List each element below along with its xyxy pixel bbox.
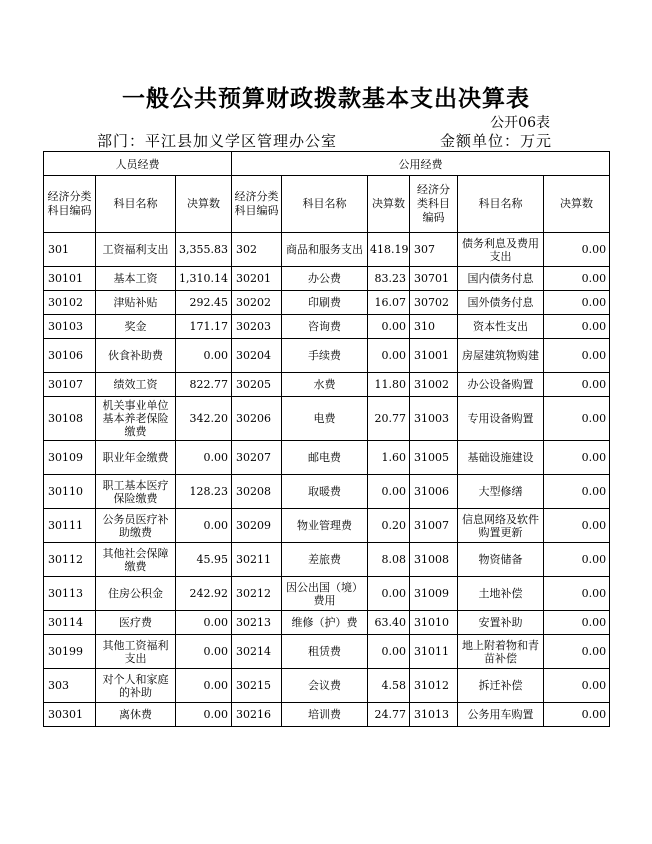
- report-title: 一般公共预算财政拨款基本支出决算表: [122, 86, 530, 112]
- cell-amount: 292.45: [176, 291, 232, 315]
- cell-name: 维修（护）费: [282, 611, 368, 635]
- cell-name: 信息网络及软件购置更新: [458, 509, 544, 543]
- department-label: 部门：平江县加义学区管理办公室: [97, 132, 338, 150]
- cell-name: 津贴补贴: [96, 291, 176, 315]
- table-row: [44, 577, 610, 611]
- cell-code: 30209: [232, 509, 282, 543]
- cell-amount: 0.00: [544, 441, 610, 475]
- cell-amount: 1.60: [368, 441, 410, 475]
- cell-name: 水费: [282, 373, 368, 397]
- cell-name: 取暖费: [282, 475, 368, 509]
- cell-code: 31010: [410, 611, 458, 635]
- cell-code: 30107: [44, 373, 96, 397]
- table-row: [44, 233, 610, 267]
- cell-amount: 83.23: [368, 267, 410, 291]
- cell-code: 30205: [232, 373, 282, 397]
- cell-name: 专用设备购置: [458, 397, 544, 441]
- cell-code: 31008: [410, 543, 458, 577]
- cell-name: 安置补助: [458, 611, 544, 635]
- cell-name: 物业管理费: [282, 509, 368, 543]
- cell-code: 30214: [232, 635, 282, 669]
- cell-code: 31013: [410, 703, 458, 727]
- table-row: [44, 373, 610, 397]
- cell-name: 大型修缮: [458, 475, 544, 509]
- cell-amount: 8.08: [368, 543, 410, 577]
- cell-amount: 0.00: [544, 703, 610, 727]
- cell-name: 医疗费: [96, 611, 176, 635]
- cell-amount: 0.00: [544, 611, 610, 635]
- cell-code: 30109: [44, 441, 96, 475]
- cell-amount: 0.00: [176, 611, 232, 635]
- cell-name: 拆迁补偿: [458, 669, 544, 703]
- cell-code: 30206: [232, 397, 282, 441]
- cell-name: 电费: [282, 397, 368, 441]
- cell-amount: 0.00: [368, 577, 410, 611]
- column-header-amount: 决算数: [544, 176, 610, 233]
- cell-code: 302: [232, 233, 282, 267]
- table-row: [44, 543, 610, 577]
- cell-code: 30211: [232, 543, 282, 577]
- cell-amount: 0.00: [368, 339, 410, 373]
- cell-name: 租赁费: [282, 635, 368, 669]
- cell-name: 债务利息及费用支出: [458, 233, 544, 267]
- table-row: [44, 475, 610, 509]
- cell-code: 30202: [232, 291, 282, 315]
- column-header-code: 经济分类科目编码: [44, 176, 96, 233]
- expenditure-table: [43, 151, 610, 727]
- cell-amount: 171.17: [176, 315, 232, 339]
- cell-code: 30215: [232, 669, 282, 703]
- cell-code: 30207: [232, 441, 282, 475]
- cell-name: 国外债务付息: [458, 291, 544, 315]
- cell-amount: 0.00: [176, 339, 232, 373]
- cell-amount: 0.00: [544, 577, 610, 611]
- table-row: [44, 703, 610, 727]
- cell-name: 机关事业单位基本养老保险缴费: [96, 397, 176, 441]
- cell-amount: 16.07: [368, 291, 410, 315]
- cell-code: 31002: [410, 373, 458, 397]
- cell-code: 30208: [232, 475, 282, 509]
- cell-code: 30112: [44, 543, 96, 577]
- cell-code: 30113: [44, 577, 96, 611]
- cell-amount: 418.19: [368, 233, 410, 267]
- cell-amount: 0.00: [176, 669, 232, 703]
- cell-code: 301: [44, 233, 96, 267]
- cell-name: 对个人和家庭的补助: [96, 669, 176, 703]
- cell-amount: 24.77: [368, 703, 410, 727]
- cell-code: 30114: [44, 611, 96, 635]
- cell-code: 30702: [410, 291, 458, 315]
- cell-code: 31001: [410, 339, 458, 373]
- cell-name: 奖金: [96, 315, 176, 339]
- cell-code: 30201: [232, 267, 282, 291]
- cell-amount: 0.00: [368, 315, 410, 339]
- cell-name: 办公设备购置: [458, 373, 544, 397]
- column-header-name: 科目名称: [282, 176, 368, 233]
- cell-code: 30203: [232, 315, 282, 339]
- table-row: [44, 611, 610, 635]
- cell-amount: 0.20: [368, 509, 410, 543]
- cell-name: 绩效工资: [96, 373, 176, 397]
- cell-name: 培训费: [282, 703, 368, 727]
- cell-amount: 0.00: [368, 635, 410, 669]
- cell-amount: 63.40: [368, 611, 410, 635]
- cell-amount: 0.00: [368, 475, 410, 509]
- cell-name: 会议费: [282, 669, 368, 703]
- form-number: 公开06表: [490, 115, 550, 131]
- column-header-amount: 决算数: [368, 176, 410, 233]
- cell-name: 印刷费: [282, 291, 368, 315]
- cell-amount: 242.92: [176, 577, 232, 611]
- cell-name: 差旅费: [282, 543, 368, 577]
- cell-name: 其他工资福利支出: [96, 635, 176, 669]
- column-header-amount: 决算数: [176, 176, 232, 233]
- cell-amount: 0.00: [544, 315, 610, 339]
- cell-name: 办公费: [282, 267, 368, 291]
- cell-amount: 342.20: [176, 397, 232, 441]
- cell-name: 公务用车购置: [458, 703, 544, 727]
- cell-code: 30110: [44, 475, 96, 509]
- cell-amount: 0.00: [176, 703, 232, 727]
- cell-code: 30701: [410, 267, 458, 291]
- cell-code: 31005: [410, 441, 458, 475]
- cell-code: 307: [410, 233, 458, 267]
- column-header-name: 科目名称: [458, 176, 544, 233]
- cell-name: 因公出国（境）费用: [282, 577, 368, 611]
- cell-code: 31011: [410, 635, 458, 669]
- cell-amount: 0.00: [544, 543, 610, 577]
- cell-code: 31003: [410, 397, 458, 441]
- personnel-expense-group-header: 人员经费: [44, 152, 232, 176]
- cell-code: 30216: [232, 703, 282, 727]
- cell-amount: 3,355.83: [176, 233, 232, 267]
- cell-name: 土地补偿: [458, 577, 544, 611]
- table-row: [44, 315, 610, 339]
- cell-amount: 0.00: [544, 373, 610, 397]
- cell-amount: 0.00: [544, 267, 610, 291]
- cell-amount: 0.00: [544, 397, 610, 441]
- cell-amount: 0.00: [544, 635, 610, 669]
- cell-name: 物资储备: [458, 543, 544, 577]
- table-row: [44, 441, 610, 475]
- cell-name: 伙食补助费: [96, 339, 176, 373]
- table-row: [44, 291, 610, 315]
- cell-name: 咨询费: [282, 315, 368, 339]
- cell-amount: 0.00: [544, 233, 610, 267]
- cell-name: 手续费: [282, 339, 368, 373]
- cell-amount: 0.00: [544, 669, 610, 703]
- cell-name: 公务员医疗补助缴费: [96, 509, 176, 543]
- cell-code: 30111: [44, 509, 96, 543]
- cell-amount: 4.58: [368, 669, 410, 703]
- cell-name: 地上附着物和青苗补偿: [458, 635, 544, 669]
- cell-name: 邮电费: [282, 441, 368, 475]
- cell-code: 31006: [410, 475, 458, 509]
- cell-name: 基础设施建设: [458, 441, 544, 475]
- column-header-code: 经济分类科目编码: [232, 176, 282, 233]
- table-row: [44, 339, 610, 373]
- cell-name: 房屋建筑物购建: [458, 339, 544, 373]
- table-row: [44, 267, 610, 291]
- table-row: [44, 635, 610, 669]
- cell-code: 303: [44, 669, 96, 703]
- cell-code: 31007: [410, 509, 458, 543]
- cell-name: 离休费: [96, 703, 176, 727]
- public-expense-group-header: 公用经费: [232, 152, 610, 176]
- cell-amount: 20.77: [368, 397, 410, 441]
- cell-code: 30102: [44, 291, 96, 315]
- table-row: [44, 669, 610, 703]
- cell-amount: 1,310.14: [176, 267, 232, 291]
- cell-code: 30213: [232, 611, 282, 635]
- cell-code: 31012: [410, 669, 458, 703]
- column-header-code: 经济分类科目编码: [410, 176, 458, 233]
- cell-name: 其他社会保障缴费: [96, 543, 176, 577]
- cell-name: 商品和服务支出: [282, 233, 368, 267]
- cell-amount: 0.00: [544, 509, 610, 543]
- cell-name: 职业年金缴费: [96, 441, 176, 475]
- cell-amount: 0.00: [544, 291, 610, 315]
- cell-amount: 0.00: [176, 509, 232, 543]
- cell-code: 31009: [410, 577, 458, 611]
- table-row: [44, 509, 610, 543]
- cell-amount: 0.00: [544, 475, 610, 509]
- cell-amount: 11.80: [368, 373, 410, 397]
- cell-amount: 128.23: [176, 475, 232, 509]
- cell-code: 30204: [232, 339, 282, 373]
- cell-name: 国内债务付息: [458, 267, 544, 291]
- amount-unit-label: 金额单位：万元: [440, 132, 553, 150]
- cell-name: 职工基本医疗保险缴费: [96, 475, 176, 509]
- cell-amount: 0.00: [176, 635, 232, 669]
- cell-name: 住房公积金: [96, 577, 176, 611]
- cell-code: 30301: [44, 703, 96, 727]
- cell-amount: 45.95: [176, 543, 232, 577]
- column-header-name: 科目名称: [96, 176, 176, 233]
- cell-amount: 0.00: [544, 339, 610, 373]
- cell-name: 资本性支出: [458, 315, 544, 339]
- cell-code: 310: [410, 315, 458, 339]
- cell-code: 30103: [44, 315, 96, 339]
- cell-code: 30101: [44, 267, 96, 291]
- cell-code: 30199: [44, 635, 96, 669]
- cell-amount: 822.77: [176, 373, 232, 397]
- table-row: [44, 397, 610, 441]
- cell-code: 30108: [44, 397, 96, 441]
- cell-code: 30106: [44, 339, 96, 373]
- cell-name: 基本工资: [96, 267, 176, 291]
- cell-name: 工资福利支出: [96, 233, 176, 267]
- cell-code: 30212: [232, 577, 282, 611]
- cell-amount: 0.00: [176, 441, 232, 475]
